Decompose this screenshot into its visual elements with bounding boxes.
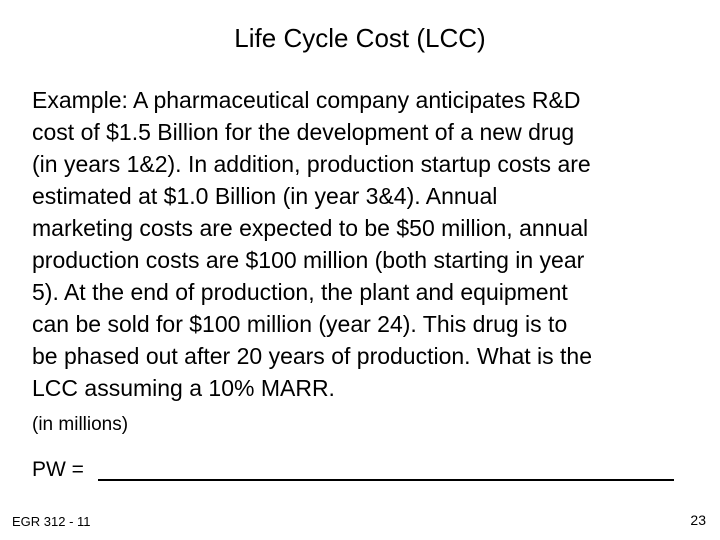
- problem-statement: [32, 84, 700, 404]
- problem-line: estimated at $1.0 Billion (in year 3&4). Annual: [32, 183, 498, 209]
- problem-line: (in years 1&2). In addition, production startup costs are: [32, 151, 591, 177]
- problem-line: production costs are $100 million (both starting in year: [32, 247, 585, 273]
- problem-line: 5). At the end of production, the plant and equipment: [32, 279, 568, 305]
- problem-line: Example: A pharmaceutical company anticipates R&D: [32, 87, 581, 113]
- problem-line: marketing costs are expected to be $50 million, annual: [32, 215, 589, 241]
- problem-line: can be sold for $100 million (year 24). This drug is to: [32, 311, 568, 337]
- page-number: 23: [690, 512, 706, 528]
- course-footer: EGR 312 - 11: [12, 514, 91, 529]
- pw-answer-blank: [98, 479, 674, 481]
- problem-line: cost of $1.5 Billion for the development of a new drug: [32, 119, 575, 145]
- problem-line: LCC assuming a 10% MARR.: [32, 375, 335, 401]
- pw-label: PW =: [32, 458, 84, 481]
- pw-answer-row: [32, 454, 674, 486]
- slide-title: Life Cycle Cost (LCC): [234, 23, 486, 53]
- units-note: (in millions): [32, 414, 129, 435]
- problem-line: be phased out after 20 years of production. What is the: [32, 343, 593, 369]
